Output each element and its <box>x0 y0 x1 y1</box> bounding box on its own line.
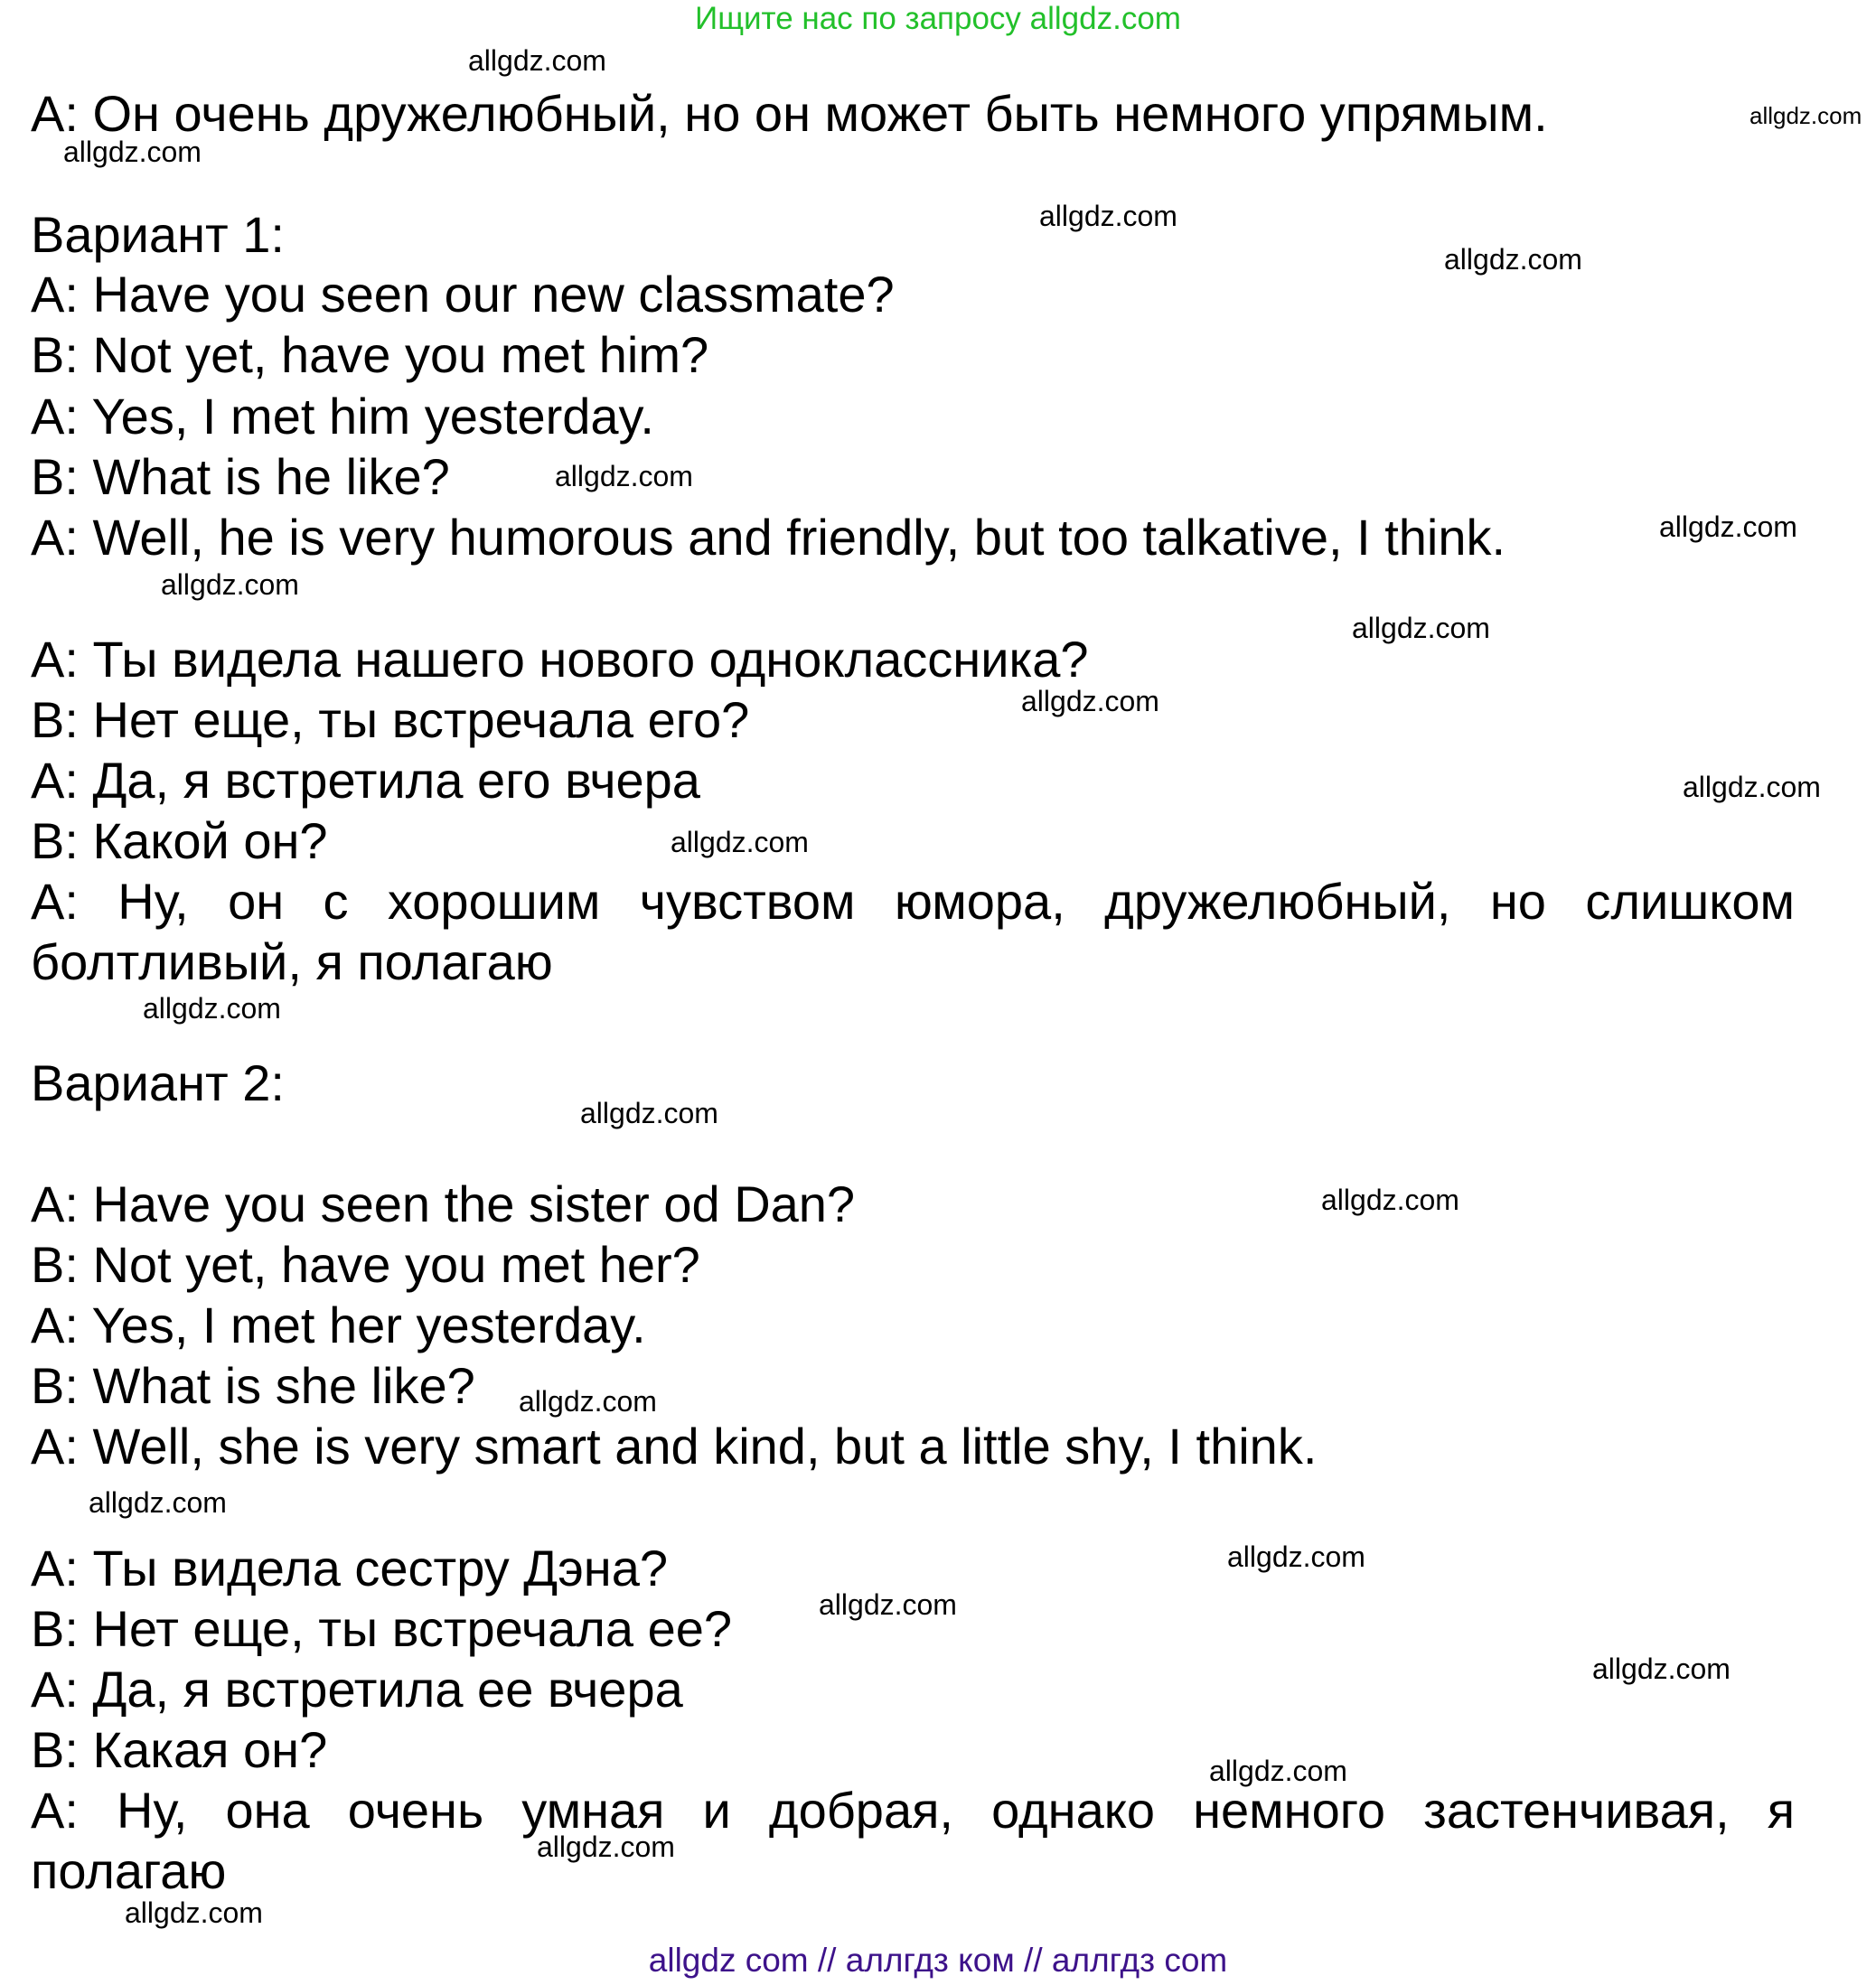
variant2-heading: Вариант 2: <box>31 1054 285 1111</box>
watermark: allgdz.com <box>161 568 299 601</box>
watermark: allgdz.com <box>1592 1653 1731 1685</box>
watermark: allgdz.com <box>1039 200 1177 232</box>
watermark: allgdz.com <box>143 992 281 1025</box>
watermark: allgdz.com <box>1352 612 1490 644</box>
dialog-line: А: Ты видела сестру Дэна? <box>31 1540 668 1596</box>
dialog-line: A: Well, he is very humorous and friendly, but too talkative, I think. <box>31 509 1506 566</box>
top-banner-link[interactable]: Ищите нас по запросу allgdz.com <box>695 1 1181 36</box>
dialog-line: A: Yes, I met her yesterday. <box>31 1297 646 1353</box>
dialog-line: болтливый, я полагаю <box>31 933 553 990</box>
watermark: allgdz.com <box>671 826 809 858</box>
watermark: allgdz.com <box>555 460 693 492</box>
dialog-line-justified: А: Ну, она очень умная и добрая, однако немного застенчивая, я <box>31 1782 1796 1839</box>
intro-line: А: Он очень дружелюбный, но он может быть немного упрямым. <box>31 85 1548 142</box>
dialog-line: B: What is she like? <box>31 1357 475 1414</box>
dialog-line: B: What is he like? <box>31 448 450 505</box>
watermark: allgdz.com <box>89 1486 227 1519</box>
watermark: allgdz.com <box>1209 1755 1347 1787</box>
watermark: allgdz.com <box>1444 243 1582 276</box>
dialog-line: В: Какая он? <box>31 1721 328 1778</box>
dialog-line: В: Нет еще, ты встречала ее? <box>31 1600 733 1657</box>
watermark: allgdz.com <box>1749 102 1862 129</box>
dialog-line: В: Какой он? <box>31 812 328 869</box>
watermark: allgdz.com <box>1659 510 1797 543</box>
watermark: allgdz.com <box>580 1097 718 1129</box>
dialog-line: A: Well, she is very smart and kind, but a little shy, I think. <box>31 1418 1318 1475</box>
dialog-line: А: Да, я встретила ее вчера <box>31 1661 683 1718</box>
watermark: allgdz.com <box>1227 1540 1365 1573</box>
watermark: allgdz.com <box>519 1385 657 1418</box>
watermark: allgdz.com <box>537 1831 675 1863</box>
dialog-line: B: Not yet, have you met her? <box>31 1236 700 1293</box>
watermark: allgdz.com <box>819 1588 957 1621</box>
dialog-line: А: Ты видела нашего нового одноклассника? <box>31 631 1089 688</box>
watermark: allgdz.com <box>1683 771 1821 803</box>
dialog-line: A: Yes, I met him yesterday. <box>31 388 654 445</box>
dialog-line: полагаю <box>31 1842 227 1899</box>
watermark: allgdz.com <box>63 136 202 168</box>
dialog-line: В: Нет еще, ты встречала его? <box>31 691 750 748</box>
watermark: allgdz.com <box>1321 1184 1459 1216</box>
dialog-line-justified: А: Ну, он с хорошим чувством юмора, дружелюбный, но слишком <box>31 873 1795 930</box>
footer-link[interactable]: allgdz com // аллгдз ком // аллгдз com <box>648 1942 1228 1979</box>
watermark: allgdz.com <box>1021 685 1159 717</box>
dialog-line: B: Not yet, have you met him? <box>31 326 709 383</box>
dialog-line: A: Have you seen our new classmate? <box>31 266 895 323</box>
watermark: allgdz.com <box>125 1896 263 1929</box>
dialog-line: A: Have you seen the sister od Dan? <box>31 1175 856 1232</box>
variant1-heading: Вариант 1: <box>31 206 285 263</box>
dialog-line: А: Да, я встретила его вчера <box>31 752 700 809</box>
watermark: allgdz.com <box>468 44 606 77</box>
